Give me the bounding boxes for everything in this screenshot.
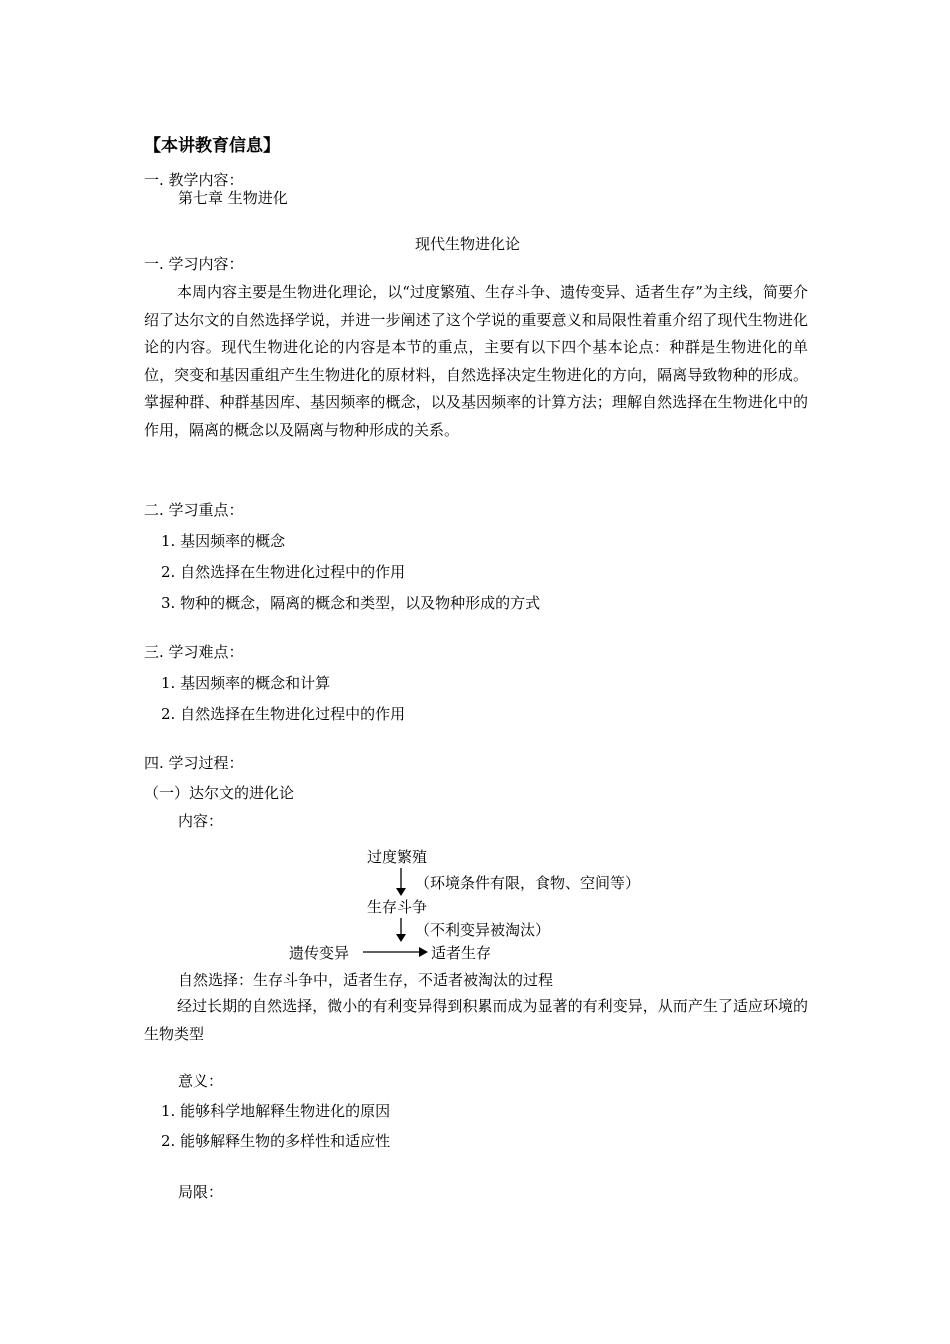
- key-point-item: 2. 自然选择在生物进化过程中的作用: [161, 563, 406, 581]
- flow-condition-note: （环境条件有限，食物、空间等）: [415, 874, 641, 892]
- flow-struggle: 生存斗争: [367, 898, 428, 916]
- evolution-flow-diagram: [285, 840, 705, 970]
- key-point-item: 1. 基因频率的概念: [161, 532, 286, 550]
- study-content-heading: 一. 学习内容：: [144, 255, 244, 273]
- process-heading: 四. 学习过程：: [144, 754, 244, 772]
- chapter-title: 第七章 生物进化: [178, 189, 288, 207]
- flow-variation: 遗传变异: [289, 944, 350, 962]
- darwin-subheading: （一）达尔文的进化论: [144, 784, 295, 802]
- key-points-heading: 二. 学习重点：: [144, 501, 244, 519]
- natural-selection-definition: 自然选择：生存斗争中，适者生存，不适者被淘汰的过程: [178, 971, 554, 989]
- long-term-selection-paragraph: 经过长期的自然选择，微小的有利变异得到积累而成为显著的有利变异，从而产生了适应环境的生物类型: [144, 997, 808, 1043]
- significance-label: 意义：: [178, 1072, 224, 1090]
- difficulty-item: 2. 自然选择在生物进化过程中的作用: [161, 705, 406, 723]
- difficulties-heading: 三. 学习难点：: [144, 643, 244, 661]
- flow-survival: 适者生存: [431, 944, 492, 962]
- arrow-down-2-head: [396, 934, 406, 942]
- content-label: 内容：: [178, 812, 224, 830]
- flow-overproduction: 过度繁殖: [367, 848, 428, 866]
- teaching-content-heading: 一. 教学内容：: [144, 171, 244, 189]
- flow-elimination-note: （不利变异被淘汰）: [415, 921, 551, 939]
- arrow-right-head: [419, 947, 428, 957]
- arrow-down-1-head: [396, 888, 406, 896]
- significance-item: 1. 能够科学地解释生物进化的原因: [161, 1102, 391, 1120]
- section-title: 现代生物进化论: [415, 235, 521, 253]
- limitation-label: 局限：: [178, 1183, 224, 1201]
- study-content-paragraph: 本周内容主要是生物进化理论，以“过度繁殖、生存斗争、遗传变异、适者生存”为主线，简要介绍了达尔文的自然选择学说，并进一步阐述了这个学说的重要意义和局限性着重介绍了现代生物进化论的内容。现代生物进化论的内容是本节的重点，主要有以下四个基本论点：种群是生物进化的单位，突变和基因重组产生生物进化的原材料，自然选择决定生物进化的方向，隔离导致物种的形成。掌握种群、种群基因库、基因频率的概念，以及基因频率的计算方法；理解自然选择在生物进化中的作用，隔离的概念以及隔离与物种形成的关系。: [144, 283, 808, 439]
- key-point-item: 3. 物种的概念，隔离的概念和类型，以及物种形成的方式: [161, 594, 541, 612]
- difficulty-item: 1. 基因频率的概念和计算: [161, 674, 331, 692]
- significance-item: 2. 能够解释生物的多样性和适应性: [161, 1132, 391, 1150]
- lecture-info-title: 【本讲教育信息】: [144, 136, 280, 156]
